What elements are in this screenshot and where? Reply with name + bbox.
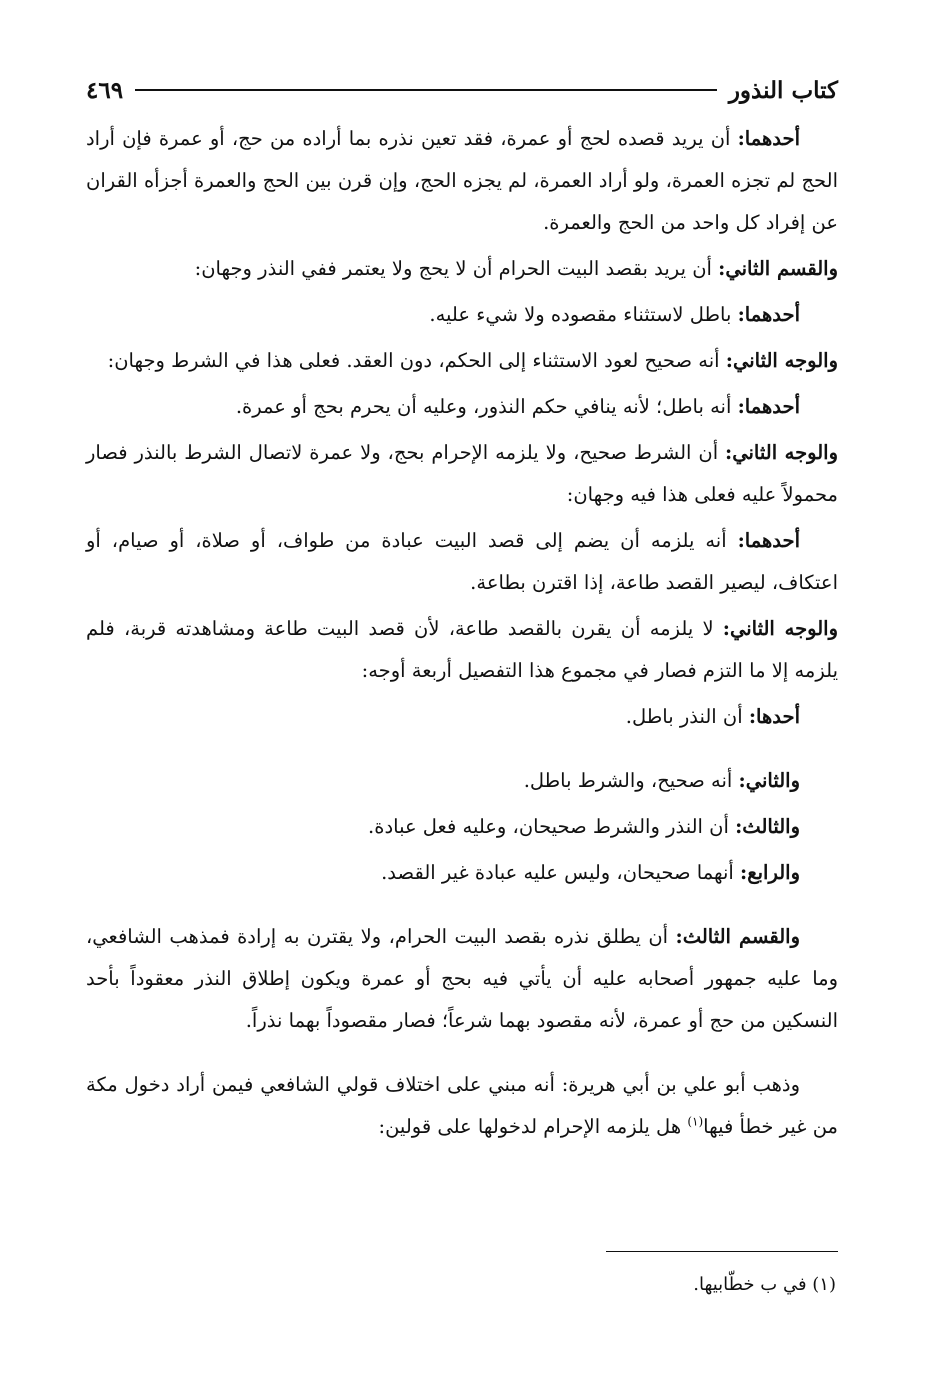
paragraph-lead: والوجه الثاني: [725, 441, 838, 464]
paragraph-lead: والقسم الثالث: [675, 925, 800, 948]
paragraph-text: أنه يلزمه أن يضم إلى قصد البيت عبادة من طواف، أو صلاة، أو صيام، أو اعتكاف، ليصير القصد طاعة، إذا اقترن بطاعة. [86, 529, 838, 594]
paragraph [86, 608, 838, 692]
paragraph-lead: والثاني: [738, 769, 800, 792]
paragraph-lead: أحدها: [748, 705, 800, 728]
paragraph-text: أن يريد قصده لحج أو عمرة، فقد تعين نذره بما أراده من حج، أو عمرة فإن أراد الحج لم تجزه العمرة، ولو أراد العمرة، لم يجزه الحج، وإن قرن بين الحج والعمرة أجزأه القران عن إفراد كل واحد من الحج والعمرة. [86, 127, 838, 234]
paragraph-text: لا يلزمه أن يقرن بالقصد طاعة، لأن قصد البيت طاعة ومشاهدته قربة، فلم يلزمه إلا ما التزم فصار في مجموع هذا التفصيل أربعة أوجه: [86, 617, 838, 682]
paragraph [86, 386, 838, 428]
footnote-rule [606, 1251, 838, 1252]
paragraph-text: هل يلزمه الإحرام لدخولها على قولين: [378, 1115, 688, 1138]
paragraph [86, 248, 838, 290]
paragraph-text: أنه صحيح لعود الاستثناء إلى الحكم، دون العقد. فعلى هذا في الشرط وجهان: [107, 349, 726, 372]
footnote: (١) في ب خطّابيها. [693, 1274, 836, 1295]
paragraph-text: أن النذر والشرط صحيحان، وعليه فعل عبادة. [368, 815, 736, 838]
paragraph-lead: أحدهما: [737, 529, 800, 552]
paragraph [86, 340, 838, 382]
paragraph-text: وذهب أبو علي بن أبي هريرة: أنه مبني على اختلاف قولي الشافعي فيمن أراد دخول مكة من غير خطأ فيها [86, 1073, 838, 1138]
main-text [86, 118, 838, 1152]
paragraph-text: أن الشرط صحيح، ولا يلزمه الإحرام بحج، ولا عمرة لاتصال الشرط بالنذر فصار محمولاً عليه فعلى هذا فيه وجهان: [86, 441, 838, 506]
paragraph-lead: والوجه الثاني: [722, 617, 838, 640]
paragraph-lead: والوجه الثاني: [725, 349, 838, 372]
paragraph [86, 1064, 838, 1148]
paragraph [86, 432, 838, 516]
running-header [86, 68, 838, 112]
paragraph-lead: والرابع: [740, 861, 800, 884]
paragraph [86, 806, 838, 848]
paragraph-lead: والثالث: [735, 815, 800, 838]
paragraph-lead: والقسم الثاني: [718, 257, 838, 280]
paragraph [86, 852, 838, 894]
footnote-reference: (١) [687, 1114, 704, 1129]
paragraph-text: أنه باطل؛ لأنه ينافي حكم النذور، وعليه أن يحرم بحج أو عمرة. [235, 395, 738, 418]
paragraph-text: أنه صحيح، والشرط باطل. [523, 769, 739, 792]
paragraph [86, 696, 838, 738]
paragraph [86, 760, 838, 802]
page-number: ٤٦٩ [86, 76, 124, 104]
header-rule [135, 89, 717, 91]
paragraph-text: أن النذر باطل. [625, 705, 749, 728]
paragraph [86, 520, 838, 604]
paragraph-text: باطل لاستثناء مقصوده ولا شيء عليه. [429, 303, 738, 326]
paragraph-text: أنهما صحيحان، وليس عليه عبادة غير القصد. [381, 861, 741, 884]
paragraph [86, 294, 838, 336]
paragraph-lead: أحدهما: [737, 395, 800, 418]
paragraph-lead: أحدهما: [737, 303, 800, 326]
paragraph [86, 916, 838, 1042]
paragraph [86, 118, 838, 244]
paragraph-text: أن يريد بقصد البيت الحرام أن لا يحج ولا يعتمر ففي النذر وجهان: [194, 257, 719, 280]
paragraph-text: أن يطلق نذره بقصد البيت الحرام، ولا يقترن به إرادة فمذهب الشافعي، وما عليه جمهور أصحابه عليه أن يأتي فيه بحج أو عمرة ويكون إطلاق النذر معقوداً بأحد النسكين من حج أو عمرة، لأنه مقصود بهما شرعاً؛ فصار مقصوداً بهما نذراً. [86, 925, 838, 1032]
paragraph-lead: أحدهما: [737, 127, 800, 150]
chapter-title: كتاب النذور [728, 76, 838, 104]
